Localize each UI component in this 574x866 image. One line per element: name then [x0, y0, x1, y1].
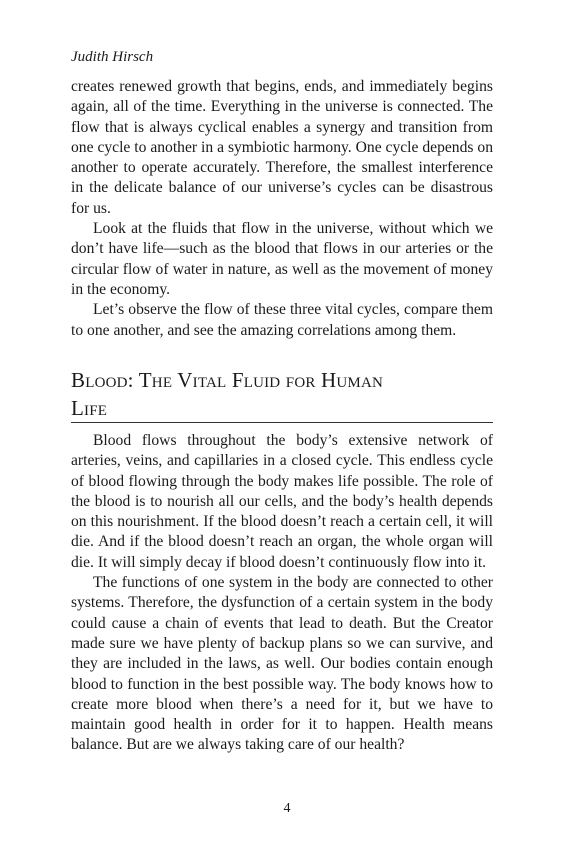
section-heading-line-2: Life	[71, 396, 108, 420]
section-heading	[71, 366, 493, 423]
page-number: 4	[283, 801, 291, 816]
running-head-author: Judith Hirsch	[71, 49, 154, 65]
section-heading-line-1: Blood: The Vital Fluid for Human	[71, 368, 384, 392]
paragraph: creates renewed growth that begins, ends, and immediately begins again, all of the time. Everything in the universe is connected. The flow that is always cyclical enables a synergy and transition from one cycle to another in a symbiotic harmony. One cycle depends on another to operate accurately. Therefore, the smallest interference in the delicate balance of our universe’s cycles can be disastrous for us.	[71, 78, 493, 217]
body-text-block-2	[71, 431, 493, 756]
paragraph: Look at the fluids that flow in the universe, without which we don’t have life—such as the blood that flows in our arteries or the circular flow of water in nature, as well as the movement of money in the economy.	[71, 220, 493, 298]
paragraph: Blood flows throughout the body’s extensive network of arteries, veins, and capillaries in a closed cycle. This endless cycle of blood flowing through the body makes life possible. The role of the blood is to nourish all our cells, and the body’s health depends on this nourishment. If the blood doesn’t reach a certain cell, it will die. And if the blood doesn’t reach an organ, the whole organ will die. It will simply decay if blood doesn’t continuously flow into it.	[71, 432, 493, 571]
paragraph: Let’s observe the flow of these three vital cycles, compare them to one another, and see the amazing correlations among them.	[71, 301, 493, 339]
paragraph: The functions of one system in the body are connected to other systems. Therefore, the dysfunction of a certain system in the body could cause a chain of events that lead to death. But the Creator made sure we have plenty of backup plans so we can survive, and they are included in the laws, as well. Our bodies contain enough blood to function in the best possible way. The body knows how to create more blood when there’s a need for it, but we have to maintain good health in order for it to happen. Health means balance. But are we always taking care of our health?	[71, 574, 493, 754]
body-text-block-1	[71, 77, 493, 341]
